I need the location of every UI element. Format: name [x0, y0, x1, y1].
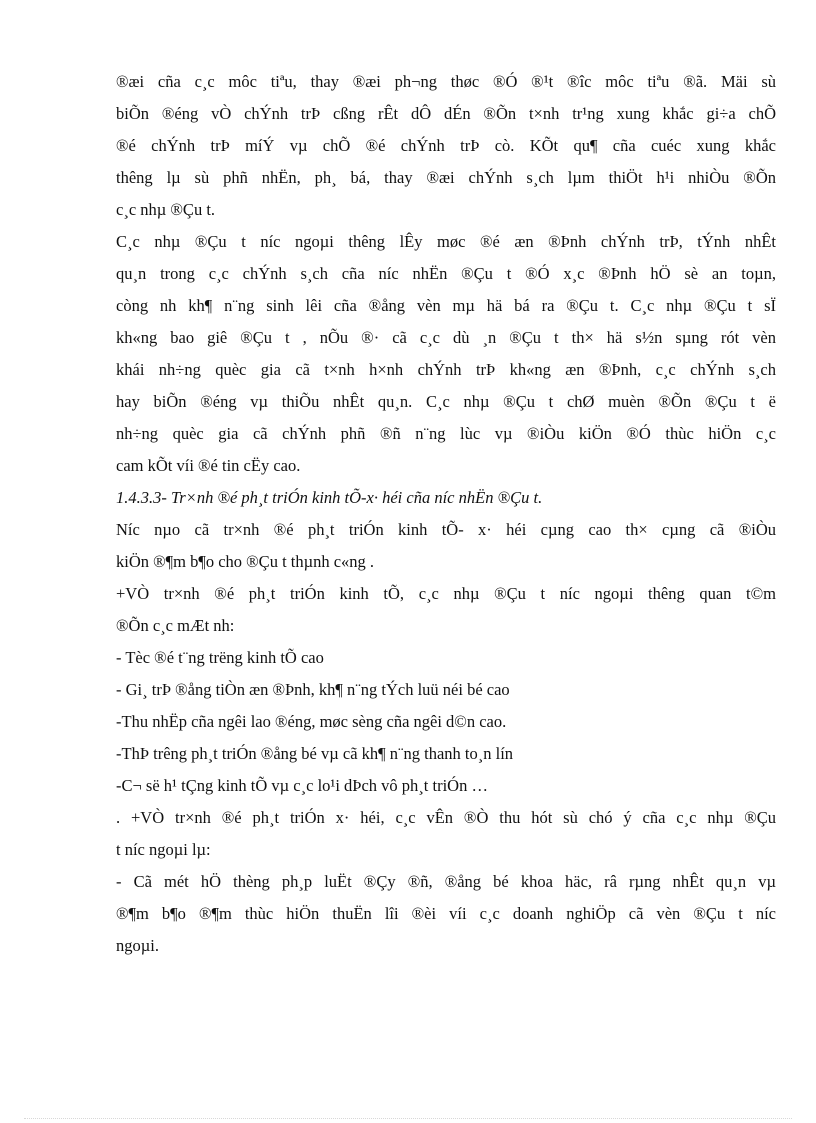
- section-heading: 1.4.3.3- Tr×nh ®é ph¸t triÓn kinh tÕ-x· héi cña níc nhËn ®Çu t.: [116, 488, 543, 507]
- text-line: nh÷ng quèc gia cã chÝnh phñ ®ñ n¨ng lùc vµ ®iÒu kiÖn ®Ó thùc hiÖn c¸c: [116, 424, 776, 443]
- text-line: khái nh÷ng quèc gia cã t×nh h×nh chÝnh trÞ kh«ng æn ®Þnh, c¸c chÝnh s¸ch: [116, 360, 776, 379]
- page-bottom-divider: [24, 1118, 792, 1119]
- text-line: qu¸n trong c¸c chÝnh s¸ch cña níc nhËn ®Çu t ®Ó x¸c ®Þnh hÖ sè an toµn,: [116, 264, 776, 283]
- text-line: cam kÕt víi ®é tin cËy cao.: [116, 456, 301, 475]
- text-line: c¸c nhµ ®Çu t.: [116, 200, 216, 219]
- list-item: - Tèc ®é t¨ng trëng kinh tÕ cao: [116, 648, 324, 667]
- list-item: - Cã mét hÖ thèng ph¸p luËt ®Çy ®ñ, ®ång bé khoa häc, râ rµng nhÊt qu¸n vµ: [116, 872, 776, 891]
- text-line: biÕn ®éng vÒ chÝnh trÞ cßng rÊt dÔ dÉn ®Õn t×nh tr¹ng xung khắc gi÷a chÕ: [116, 104, 776, 123]
- list-item: -Thu nhËp cña ngêi lao ®éng, møc sèng cña ngêi d©n cao.: [116, 712, 507, 731]
- list-item: - Gi¸ trÞ ®ång tiÒn æn ®Þnh, kh¶ n¨ng tÝch luü néi bé cao: [116, 680, 510, 699]
- text-line: ®é chÝnh trÞ míÝ vµ chÕ ®é chÝnh trÞ cò. KÕt qu¶ cña cuéc xung khắc: [116, 136, 776, 155]
- text-line: kh«ng bao giê ®Çu t , nÕu ®· cã c¸c dù ¸n ®Çu t th× hä s½n sµng rót vèn: [116, 328, 776, 347]
- text-line: kiÖn ®¶m b¶o cho ®Çu t thµnh c«ng .: [116, 552, 375, 571]
- text-line: C¸c nhµ ®Çu t níc ngoµi thêng lÊy møc ®é æn ®Þnh chÝnh trÞ, tÝnh nhÊt: [116, 232, 776, 251]
- text-line: còng nh kh¶ n¨ng sinh lêi cña ®ång vèn mµ hä bá ra ®Çu t. C¸c nhµ ®Çu t sÏ: [116, 296, 776, 315]
- body-text: [116, 66, 776, 962]
- text-line: ®¶m b¶o ®¶m thùc hiÖn thuËn lîi ®èi víi c¸c doanh nghiÖp cã vèn ®Çu t níc: [116, 904, 776, 923]
- text-line: Níc nµo cã tr×nh ®é ph¸t triÓn kinh tÕ- x· héi cµng cao th× cµng cã ®iÒu: [116, 520, 776, 539]
- text-line: ®Õn c¸c mÆt nh:: [116, 616, 235, 635]
- text-line: ®æi cña c¸c môc tiªu, thay ®æi ph¬ng thøc ®Ó ®¹t ®îc môc tiªu ®ã. Mäi sù: [116, 72, 776, 91]
- text-line: thêng lµ sù phñ nhËn, ph¸ bá, thay ®æi chÝnh s¸ch lµm thiÖt h¹i nhiÒu ®Õn: [116, 168, 776, 187]
- text-line: ngoµi.: [116, 936, 159, 955]
- text-line: t níc ngoµi lµ:: [116, 840, 211, 859]
- text-line: hay biÕn ®éng vµ thiÕu nhÊt qu¸n. C¸c nhµ ®Çu t chØ muèn ®Õn ®Çu t ë: [116, 392, 776, 411]
- list-item: -C¬ së h¹ tÇng kinh tÕ vµ c¸c lo¹i dÞch vô ph¸t triÓn …: [116, 776, 488, 795]
- text-line: +VÒ tr×nh ®é ph¸t triÓn kinh tÕ, c¸c nhµ ®Çu t níc ngoµi thêng quan t©m: [116, 584, 776, 603]
- list-item: -ThÞ trêng ph¸t triÓn ®ång bé vµ cã kh¶ n¨ng thanh to¸n lín: [116, 744, 514, 763]
- text-line: . +VÒ tr×nh ®é ph¸t triÓn x· héi, c¸c vÊn ®Ò thu hót sù chó ý cña c¸c nhµ ®Çu: [116, 808, 776, 827]
